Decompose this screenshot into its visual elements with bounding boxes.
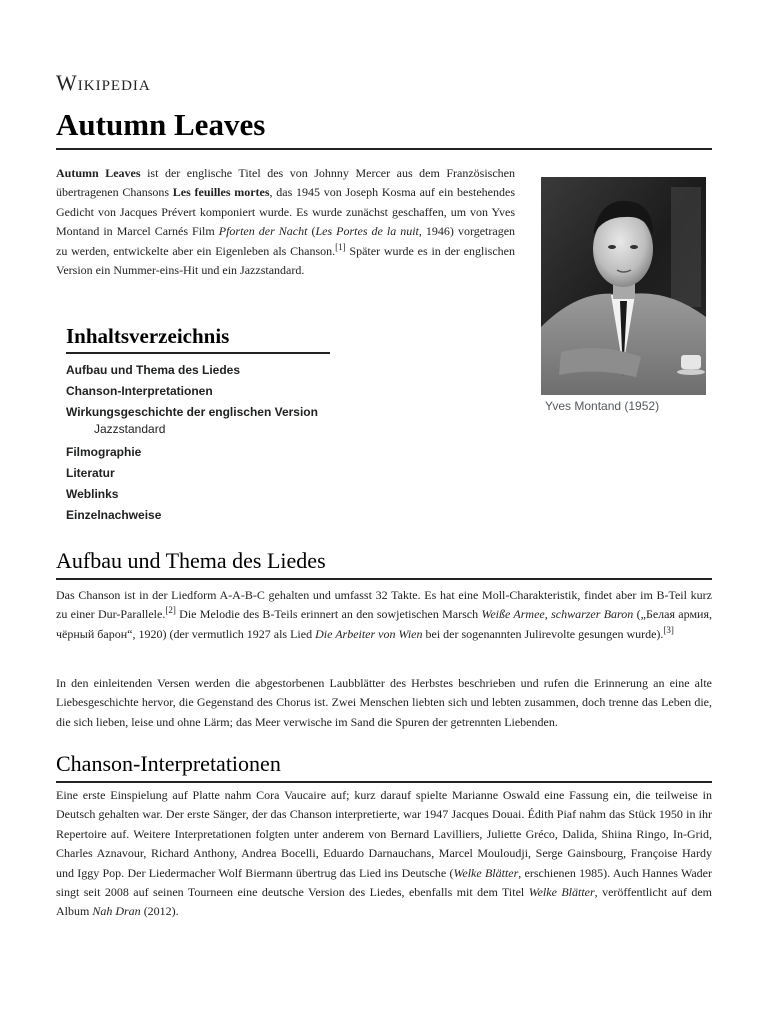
intro-text: , das 1945 von Joseph Kosma auf ein bestehendes Gedicht von Jacques Prévert komponiert wurde. Es wurde zunächst geschaffen, um von Yves Montand in Marcel Carnés Film <box>56 185 515 239</box>
section-heading-aufbau: Aufbau und Thema des Liedes <box>56 546 712 580</box>
reference-link[interactable]: [3] <box>663 624 674 635</box>
intro-text: ( <box>307 224 316 239</box>
toc-item-filmographie[interactable]: Filmographie <box>66 445 142 459</box>
wikipedia-logo[interactable]: Wikipedia <box>56 70 151 95</box>
infobox-figure <box>541 177 706 413</box>
intro-paragraph <box>56 164 515 280</box>
song-title: Die Arbeiter von Wien <box>315 626 423 641</box>
song-title: Welke Blätter <box>528 885 595 900</box>
toc-item-literatur[interactable]: Literatur <box>66 466 115 480</box>
para-text: Das Chanson ist in der Liedform A-A-B-C gehalten und umfasst 32 Takte. Es hat eine Moll-Charakteristik, findet aber im B-Teil kurz zu einer Dur-Parallele. <box>56 588 712 622</box>
section1-paragraph-1 <box>56 586 712 644</box>
para-text: (2012). <box>140 904 179 919</box>
para-text: („Белая армия, чёрный барон“, 1920) (der vermutlich 1927 als Lied <box>56 607 712 641</box>
para-text: , erschienen 1985). Auch Hannes Wader singt seit 2008 auf seinen Tourneen eine deutsche Version des Liedes, ebenfalls mit dem Titel <box>56 865 712 900</box>
section1-paragraph-2: In den einleitenden Versen werden die abgestorbenen Laubblätter des Herbstes beschrieben und rufen die Erinnerung an eine alte Liebesgeschichte hervor, die Gegenstand des Chorus ist. Zwei Menschen liebten sich und lebten zusammen, doch trenne das Leben die, die sich lieben, leise und ohne Lärm; das Meer verwische im Sand die Spuren der getrennten Liebenden. <box>56 676 712 729</box>
intro-film-title: Pforten der Nacht <box>218 224 308 239</box>
march-title: Weiße Armee, schwarzer Baron <box>481 607 634 622</box>
toc-item-chanson[interactable]: Chanson-Interpretationen <box>66 384 213 398</box>
reference-link[interactable]: [2] <box>165 605 176 616</box>
toc-item-wirkungsgeschichte[interactable]: Wirkungsgeschichte der englischen Version <box>66 405 318 419</box>
section-heading-chanson: Chanson-Interpretationen <box>56 749 712 783</box>
yves-montand-photo[interactable] <box>541 177 706 395</box>
intro-bold-french-title: Les feuilles mortes <box>172 185 270 200</box>
toc-list <box>66 360 330 526</box>
para-text: bei der sogenannten Julirevolte gesungen wurde). <box>422 626 664 641</box>
album-title: Nah Dran <box>92 904 141 919</box>
toc-item-weblinks[interactable]: Weblinks <box>66 487 119 501</box>
intro-text: ist der englische Titel des von Johnny Mercer aus dem Französischen übertragenen Chansons <box>56 166 515 200</box>
toc-item-aufbau[interactable]: Aufbau und Thema des Liedes <box>66 363 241 377</box>
intro-bold-title: Autumn Leaves <box>56 166 141 180</box>
toc-subitem-jazzstandard[interactable]: Jazzstandard <box>94 422 166 436</box>
para-text: Die Melodie des B-Teils erinnert an den sowjetischen Marsch <box>175 607 482 622</box>
table-of-contents <box>66 322 330 526</box>
section2-paragraph-1 <box>56 786 712 922</box>
reference-link[interactable]: [1] <box>335 241 346 252</box>
toc-title: Inhaltsverzeichnis <box>66 322 330 354</box>
para-text: , veröffentlicht auf dem Album <box>56 885 713 919</box>
intro-text: , 1946) vorgetragen zu werden, entwickelte aber ein Eigenleben als Chanson. <box>56 224 516 258</box>
intro-film-original-title: Les Portes de la nuit <box>315 224 419 239</box>
toc-item-einzelnachweise[interactable]: Einzelnachweise <box>66 508 162 522</box>
intro-text: Später wurde es in der englischen Version ein Nummer-eins-Hit und ein Jazzstandard. <box>56 243 515 278</box>
para-text: Eine erste Einspielung auf Platte nahm Cora Vaucaire auf; kurz darauf spielte Marianne Oswald eine Fassung ein, die teilweise in Deutsch gehalten war. Der erste Sänger, der das Chanson interpretierte, war 1947 Jacques Douai. Édith Piaf nahm das Stück 1950 in ihr Repertoire auf. Weitere Interpretationen folgten unter anderem von Bernard Lavilliers, Juliette Gréco, Dalida, Shiina Ringo, In-Grid, Charles Aznavour, Richard Anthony, Andrea Bocelli, Eduardo Darnauchans, Marcel Mouloudji, Serge Gainsbourg, Françoise Hardy und Iggy Pop. Der Liedermacher Wolf Biermann übertrug das Lied ins Deutsche ( <box>56 788 712 880</box>
page-title: Autumn Leaves <box>56 106 712 150</box>
figure-caption: Yves Montand (1952) <box>545 399 660 413</box>
song-title: Welke Blätter <box>453 865 519 880</box>
